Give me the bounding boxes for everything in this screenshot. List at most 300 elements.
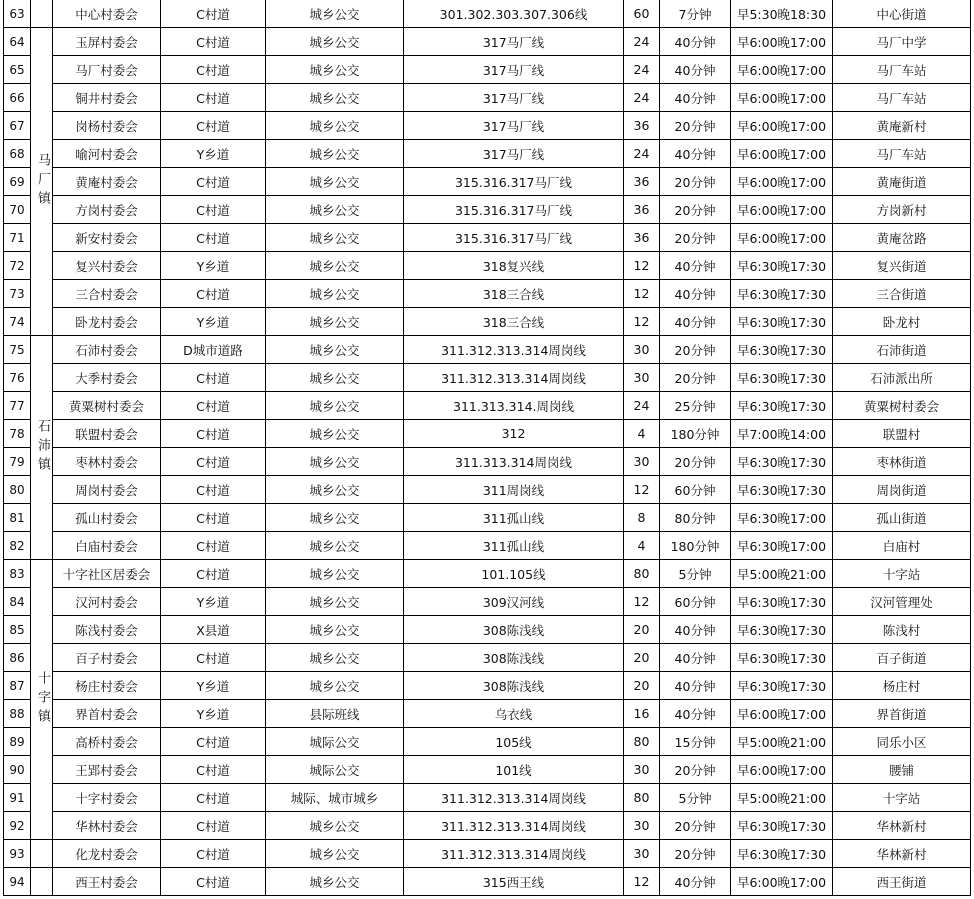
cell-stop: 西王街道 [833,868,971,896]
cell-seats: 20 [624,616,660,644]
table-row [4,616,971,644]
cell-time: 早7:00晚14:00 [731,420,833,448]
cell-seats: 36 [624,224,660,252]
cell-seats: 36 [624,168,660,196]
cell-road: C村道 [161,420,266,448]
cell-line: 318三合线 [404,308,624,336]
cell-seats: 4 [624,532,660,560]
cell-interval: 40分钟 [660,644,731,672]
row-number: 81 [4,504,31,532]
row-number: 93 [4,840,31,868]
cell-type: 城乡公交 [266,224,404,252]
cell-road: C村道 [161,168,266,196]
cell-road: C村道 [161,56,266,84]
cell-line: 315.316.317马厂线 [404,224,624,252]
cell-time: 早6:00晚17:00 [731,56,833,84]
table-row [4,420,971,448]
row-number: 66 [4,84,31,112]
cell-time: 早6:30晚17:30 [731,448,833,476]
cell-interval: 40分钟 [660,280,731,308]
table-row [4,868,971,896]
cell-seats: 30 [624,336,660,364]
cell-type: 城乡公交 [266,392,404,420]
cell-stop: 马厂车站 [833,56,971,84]
cell-line: 315西王线 [404,868,624,896]
cell-village: 岗杨村委会 [53,112,161,140]
cell-interval: 20分钟 [660,756,731,784]
town-name: 马厂镇 [35,153,50,210]
cell-line: 101.105线 [404,560,624,588]
cell-village: 马厂村委会 [53,56,161,84]
row-number: 89 [4,728,31,756]
cell-line: 311.313.314.周岗线 [404,392,624,420]
cell-type: 城际公交 [266,728,404,756]
cell-type: 城乡公交 [266,364,404,392]
table-row [4,700,971,728]
cell-type: 城乡公交 [266,112,404,140]
cell-type: 城乡公交 [266,672,404,700]
cell-stop: 石沛街道 [833,336,971,364]
cell-time: 早6:00晚17:00 [731,112,833,140]
cell-interval: 25分钟 [660,392,731,420]
row-number: 72 [4,252,31,280]
row-number: 69 [4,168,31,196]
cell-stop: 卧龙村 [833,308,971,336]
cell-stop: 十字站 [833,560,971,588]
town-name: 石沛镇 [35,419,50,476]
cell-seats: 12 [624,308,660,336]
cell-seats: 12 [624,588,660,616]
cell-time: 早5:00晚21:00 [731,728,833,756]
cell-time: 早6:00晚17:00 [731,700,833,728]
cell-line: 312 [404,420,624,448]
table-row [4,532,971,560]
cell-time: 早6:30晚17:30 [731,644,833,672]
cell-time: 早6:30晚17:30 [731,252,833,280]
cell-type: 城乡公交 [266,308,404,336]
cell-time: 早5:30晚18:30 [731,0,833,28]
cell-seats: 24 [624,84,660,112]
cell-line: 311.312.313.314周岗线 [404,840,624,868]
cell-seats: 4 [624,420,660,448]
cell-seats: 24 [624,140,660,168]
town-cell [31,336,53,560]
cell-village: 大季村委会 [53,364,161,392]
cell-time: 早6:00晚17:00 [731,140,833,168]
cell-type: 城乡公交 [266,196,404,224]
cell-line: 311周岗线 [404,476,624,504]
cell-seats: 12 [624,252,660,280]
cell-interval: 60分钟 [660,476,731,504]
cell-seats: 30 [624,448,660,476]
cell-stop: 白庙村 [833,532,971,560]
cell-seats: 16 [624,700,660,728]
cell-stop: 孤山街道 [833,504,971,532]
cell-type: 城际、城市城乡 [266,784,404,812]
cell-village: 周岗村委会 [53,476,161,504]
cell-seats: 24 [624,392,660,420]
cell-road: Y乡道 [161,700,266,728]
cell-interval: 40分钟 [660,252,731,280]
cell-type: 县际班线 [266,700,404,728]
cell-village: 西王村委会 [53,868,161,896]
cell-interval: 5分钟 [660,560,731,588]
cell-line: 311.312.313.314周岗线 [404,784,624,812]
row-number: 63 [4,0,31,28]
cell-stop: 石沛派出所 [833,364,971,392]
cell-stop: 界首街道 [833,700,971,728]
cell-road: C村道 [161,868,266,896]
cell-village: 十字社区居委会 [53,560,161,588]
cell-road: C村道 [161,224,266,252]
row-number: 87 [4,672,31,700]
cell-time: 早6:30晚17:30 [731,336,833,364]
cell-type: 城乡公交 [266,336,404,364]
cell-type: 城乡公交 [266,0,404,28]
cell-interval: 20分钟 [660,812,731,840]
cell-type: 城乡公交 [266,560,404,588]
cell-road: C村道 [161,644,266,672]
row-number: 92 [4,812,31,840]
cell-road: C村道 [161,812,266,840]
cell-type: 城乡公交 [266,168,404,196]
cell-stop: 黄粟树村委会 [833,392,971,420]
cell-village: 新安村委会 [53,224,161,252]
cell-interval: 20分钟 [660,448,731,476]
cell-time: 早6:30晚17:30 [731,364,833,392]
cell-seats: 12 [624,280,660,308]
cell-type: 城乡公交 [266,644,404,672]
cell-seats: 20 [624,644,660,672]
row-number: 91 [4,784,31,812]
cell-seats: 30 [624,364,660,392]
cell-line: 311孤山线 [404,504,624,532]
cell-time: 早6:30晚17:30 [731,392,833,420]
row-number: 84 [4,588,31,616]
cell-road: C村道 [161,840,266,868]
town-cell [31,560,53,840]
row-number: 79 [4,448,31,476]
cell-line: 317马厂线 [404,84,624,112]
cell-line: 317马厂线 [404,112,624,140]
cell-stop: 同乐小区 [833,728,971,756]
cell-road: C村道 [161,392,266,420]
cell-interval: 20分钟 [660,840,731,868]
cell-time: 早5:00晚21:00 [731,784,833,812]
cell-line: 317马厂线 [404,28,624,56]
cell-stop: 三合街道 [833,280,971,308]
row-number: 76 [4,364,31,392]
cell-village: 方岗村委会 [53,196,161,224]
cell-type: 城乡公交 [266,448,404,476]
cell-village: 华林村委会 [53,812,161,840]
cell-type: 城乡公交 [266,532,404,560]
cell-road: C村道 [161,504,266,532]
cell-village: 枣林村委会 [53,448,161,476]
row-number: 78 [4,420,31,448]
cell-time: 早6:30晚17:30 [731,308,833,336]
cell-stop: 马厂车站 [833,84,971,112]
cell-line: 105线 [404,728,624,756]
cell-line: 309汉河线 [404,588,624,616]
cell-type: 城乡公交 [266,812,404,840]
town-cell-empty [31,868,53,896]
cell-stop: 华林新村 [833,812,971,840]
table-row [4,840,971,868]
cell-stop: 方岗新村 [833,196,971,224]
row-number: 90 [4,756,31,784]
row-number: 64 [4,28,31,56]
cell-interval: 40分钟 [660,308,731,336]
cell-road: Y乡道 [161,252,266,280]
cell-village: 黄粟树村委会 [53,392,161,420]
cell-time: 早6:00晚17:00 [731,756,833,784]
cell-village: 高桥村委会 [53,728,161,756]
cell-type: 城乡公交 [266,476,404,504]
cell-seats: 60 [624,0,660,28]
table-row [4,644,971,672]
cell-line: 301.302.303.307.306线 [404,0,624,28]
cell-village: 陈浅村委会 [53,616,161,644]
bus-route-table [3,0,971,896]
table-row [4,140,971,168]
cell-road: X县道 [161,616,266,644]
cell-type: 城乡公交 [266,84,404,112]
row-number: 88 [4,700,31,728]
cell-stop: 马厂车站 [833,140,971,168]
table-row [4,84,971,112]
cell-stop: 华林新村 [833,840,971,868]
row-number: 86 [4,644,31,672]
cell-village: 化龙村委会 [53,840,161,868]
cell-village: 界首村委会 [53,700,161,728]
cell-interval: 7分钟 [660,0,731,28]
cell-stop: 枣林街道 [833,448,971,476]
cell-time: 早6:00晚17:00 [731,196,833,224]
cell-road: C村道 [161,728,266,756]
cell-time: 早6:30晚17:30 [731,280,833,308]
cell-road: C村道 [161,84,266,112]
cell-village: 白庙村委会 [53,532,161,560]
cell-road: C村道 [161,364,266,392]
cell-stop: 汉河管理处 [833,588,971,616]
cell-seats: 20 [624,672,660,700]
cell-stop: 黄庵街道 [833,168,971,196]
cell-time: 早6:00晚17:00 [731,224,833,252]
cell-road: C村道 [161,448,266,476]
cell-interval: 40分钟 [660,616,731,644]
table-row [4,672,971,700]
cell-stop: 百子街道 [833,644,971,672]
cell-time: 早6:30晚17:30 [731,476,833,504]
table-row [4,112,971,140]
cell-type: 城乡公交 [266,140,404,168]
cell-stop: 周岗街道 [833,476,971,504]
town-cell [31,28,53,336]
cell-time: 早6:30晚17:30 [731,840,833,868]
table-row [4,0,971,28]
cell-village: 百子村委会 [53,644,161,672]
cell-village: 复兴村委会 [53,252,161,280]
cell-road: C村道 [161,756,266,784]
row-number: 74 [4,308,31,336]
cell-stop: 中心街道 [833,0,971,28]
cell-stop: 黄庵岔路 [833,224,971,252]
table-row [4,588,971,616]
cell-seats: 80 [624,784,660,812]
cell-line: 308陈浅线 [404,644,624,672]
cell-type: 城乡公交 [266,504,404,532]
cell-stop: 腰铺 [833,756,971,784]
cell-type: 城乡公交 [266,420,404,448]
table-row [4,168,971,196]
row-number: 83 [4,560,31,588]
cell-seats: 12 [624,476,660,504]
cell-interval: 40分钟 [660,700,731,728]
cell-time: 早6:00晚17:00 [731,84,833,112]
cell-type: 城乡公交 [266,616,404,644]
cell-seats: 36 [624,112,660,140]
cell-type: 城际公交 [266,756,404,784]
table-row [4,280,971,308]
cell-road: C村道 [161,28,266,56]
cell-village: 玉屏村委会 [53,28,161,56]
cell-time: 早6:30晚17:30 [731,588,833,616]
cell-road: Y乡道 [161,140,266,168]
row-number: 94 [4,868,31,896]
cell-village: 孤山村委会 [53,504,161,532]
cell-line: 315.316.317马厂线 [404,196,624,224]
cell-village: 联盟村委会 [53,420,161,448]
cell-village: 三合村委会 [53,280,161,308]
cell-interval: 20分钟 [660,196,731,224]
cell-stop: 复兴街道 [833,252,971,280]
table-row [4,56,971,84]
cell-village: 喻河村委会 [53,140,161,168]
cell-type: 城乡公交 [266,252,404,280]
table-row [4,364,971,392]
cell-seats: 24 [624,56,660,84]
cell-village: 黄庵村委会 [53,168,161,196]
cell-line: 318三合线 [404,280,624,308]
cell-interval: 40分钟 [660,28,731,56]
cell-interval: 20分钟 [660,364,731,392]
cell-stop: 十字站 [833,784,971,812]
row-number: 75 [4,336,31,364]
cell-line: 317马厂线 [404,140,624,168]
cell-time: 早6:30晚17:00 [731,504,833,532]
cell-road: C村道 [161,112,266,140]
town-cell-empty [31,840,53,868]
cell-time: 早6:00晚17:00 [731,868,833,896]
cell-line: 311.312.313.314周岗线 [404,812,624,840]
cell-road: C村道 [161,476,266,504]
cell-village: 汉河村委会 [53,588,161,616]
cell-line: 311.312.313.314周岗线 [404,364,624,392]
cell-road: C村道 [161,196,266,224]
cell-seats: 30 [624,812,660,840]
cell-road: D城市道路 [161,336,266,364]
table-row [4,252,971,280]
cell-road: C村道 [161,532,266,560]
cell-line: 317马厂线 [404,56,624,84]
table-row [4,504,971,532]
cell-line: 318复兴线 [404,252,624,280]
cell-village: 石沛村委会 [53,336,161,364]
cell-interval: 40分钟 [660,84,731,112]
row-number: 67 [4,112,31,140]
cell-seats: 30 [624,840,660,868]
table-row [4,756,971,784]
row-number: 80 [4,476,31,504]
cell-road: C村道 [161,560,266,588]
cell-interval: 40分钟 [660,868,731,896]
row-number: 71 [4,224,31,252]
cell-village: 杨庄村委会 [53,672,161,700]
cell-type: 城乡公交 [266,28,404,56]
cell-road: Y乡道 [161,672,266,700]
cell-stop: 联盟村 [833,420,971,448]
cell-seats: 12 [624,868,660,896]
cell-interval: 20分钟 [660,336,731,364]
row-number: 85 [4,616,31,644]
table-row [4,392,971,420]
table-body [4,0,971,896]
cell-road: C村道 [161,280,266,308]
cell-type: 城乡公交 [266,56,404,84]
cell-village: 中心村委会 [53,0,161,28]
table-row [4,224,971,252]
cell-village: 卧龙村委会 [53,308,161,336]
table-row [4,476,971,504]
row-number: 70 [4,196,31,224]
table-row [4,560,971,588]
cell-type: 城乡公交 [266,840,404,868]
table-row [4,448,971,476]
cell-line: 308陈浅线 [404,672,624,700]
cell-time: 早5:00晚21:00 [731,560,833,588]
cell-seats: 8 [624,504,660,532]
table-row [4,812,971,840]
cell-interval: 60分钟 [660,588,731,616]
cell-line: 315.316.317马厂线 [404,168,624,196]
town-cell-empty [31,0,53,28]
table-row [4,308,971,336]
cell-road: C村道 [161,0,266,28]
table-row [4,28,971,56]
cell-interval: 15分钟 [660,728,731,756]
row-number: 77 [4,392,31,420]
cell-road: Y乡道 [161,588,266,616]
cell-interval: 20分钟 [660,224,731,252]
table-row [4,784,971,812]
cell-stop: 黄庵新村 [833,112,971,140]
cell-line: 乌衣线 [404,700,624,728]
cell-interval: 40分钟 [660,140,731,168]
cell-interval: 40分钟 [660,56,731,84]
cell-line: 308陈浅线 [404,616,624,644]
table-row [4,728,971,756]
cell-interval: 20分钟 [660,168,731,196]
cell-type: 城乡公交 [266,868,404,896]
table-row [4,196,971,224]
cell-seats: 80 [624,728,660,756]
cell-interval: 180分钟 [660,420,731,448]
cell-stop: 杨庄村 [833,672,971,700]
cell-seats: 36 [624,196,660,224]
cell-time: 早6:00晚17:00 [731,28,833,56]
cell-interval: 80分钟 [660,504,731,532]
